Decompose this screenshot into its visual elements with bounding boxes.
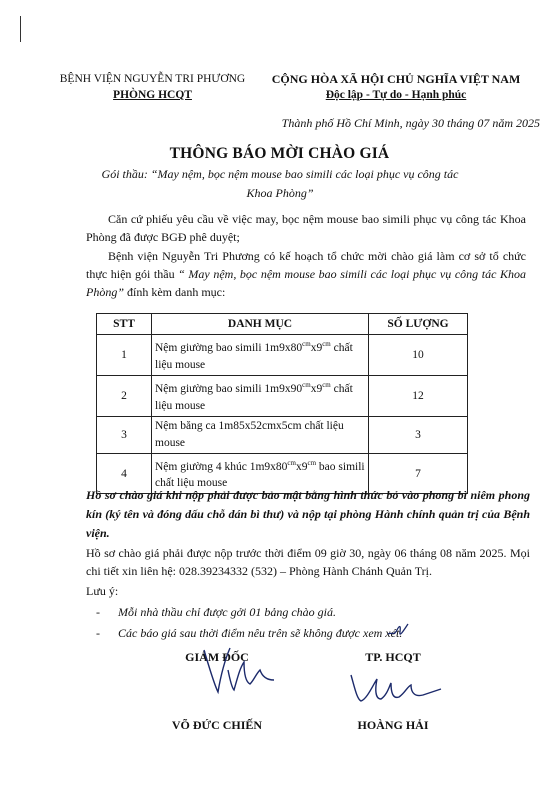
cell-quantity: 3 [369,416,468,453]
national-motto: Độc lập - Tự do - Hạnh phúc [325,89,467,101]
deadline-paragraph: Hồ sơ chào giá phải được nộp trước thời điểm 09 giờ 30, ngày 06 tháng 08 năm 2025. Mọi chi tiết xin liên hệ: 028.39234332 (532) – Phòng Hành Chánh Quản Trị. [86,546,530,578]
items-table [96,313,468,494]
cell-item-name: Nệm giường bao simili $1m9x90^{cm}x9^{cm}$ chất liệu mouse [152,375,369,416]
initial-mark-icon [386,620,410,640]
paragraph-basis-text: Căn cứ phiếu yêu cầu về việc may, bọc nệm mouse bao simili phục vụ công tác Khoa Phòng đã được BGĐ phê duyệt; [86,212,526,244]
note-label: Lưu ý: [86,584,119,598]
cell-quantity: 7 [369,453,468,494]
table-row [97,335,468,376]
note-item-text: Mỗi nhà thầu chỉ được gởi 01 bảng chào giá. [118,605,336,619]
cell-stt: 4 [97,453,152,494]
bullet-dash: - [96,626,100,640]
bullet-dash: - [96,605,100,619]
paragraph-basis [86,210,526,246]
header-organization [55,71,250,103]
table-header-row [97,314,468,335]
cell-stt: 3 [97,416,152,453]
margin-mark [20,16,21,42]
cell-item-name: Nệm băng ca 1m85x52cmx5cm chất liệu mouse [152,416,369,453]
signer-name-director: VÕ ĐỨC CHIẾN [171,718,263,732]
signature-title-hcqt: TP. HCQT [365,650,421,664]
header-quantity: SỐ LƯỢNG [369,314,468,335]
table-row [97,375,468,416]
note-item [96,605,336,620]
table-row [97,416,468,453]
note-item-text: Các báo giá sau thời điểm nêu trên sẽ không được xem xét. [118,626,403,640]
signature-title-director: GIÁM ĐỐC [185,650,249,664]
header-category: DANH MỤC [152,314,369,335]
note-item [96,626,402,641]
nation-title: CỘNG HÒA XÃ HỘI CHỦ NGHĨA VIỆT NAM [271,72,521,86]
signer-name-hcqt: HOÀNG HẢI [357,718,429,732]
cell-stt: 1 [97,335,152,376]
org-name: BỆNH VIỆN NGUYỄN TRI PHƯƠNG [59,73,246,85]
paragraph-plan-text-b: đính kèm danh mục: [124,285,226,299]
cell-quantity: 12 [369,375,468,416]
document-title: THÔNG BÁO MỜI CHÀO GIÁ [169,145,390,162]
cell-stt: 2 [97,375,152,416]
cell-quantity: 10 [369,335,468,376]
paragraph-plan-text-a: Bệnh viện Nguyễn Tri Phương có kế hoạch tổ chức mời chào giá làm cơ sở tổ chức thực hiện gói thầu [86,249,526,281]
hcqt-signature-icon [345,665,445,715]
header-nation [262,71,530,103]
dept-name: PHÒNG HCQT [113,89,192,101]
dateline: Thành phố Hồ Chí Minh, ngày 30 tháng 07 năm 2025 [281,116,540,130]
paragraph-plan [86,247,526,301]
document-subtitle: Gói thầu: “May nệm, bọc nệm mouse bao simili các loại phục vụ công tác Khoa Phòng” [101,167,459,200]
cell-item-name: Nệm giường 4 khúc $1m9x80^{cm}x9^{cm}$ bao simili chất liệu mouse [152,453,369,494]
submission-note: Hồ sơ chào giá khi nộp phải được bảo mật bằng hình thức bỏ vào phong bì niêm phong kín (ký tên và đóng dấu chỗ dán bì thư) và nộp tại phòng Hành chính quản trị của Bệnh viện. [86,488,530,540]
director-signature-icon [200,640,280,700]
cell-item-name: Nệm giường bao simili $1m9x80^{cm}x9^{cm}$ chất liệu mouse [152,335,369,376]
package-name-quote: “ May nệm, bọc nệm mouse bao simili các loại phục vụ công tác Khoa Phòng” [86,267,526,299]
header-stt: STT [97,314,152,335]
